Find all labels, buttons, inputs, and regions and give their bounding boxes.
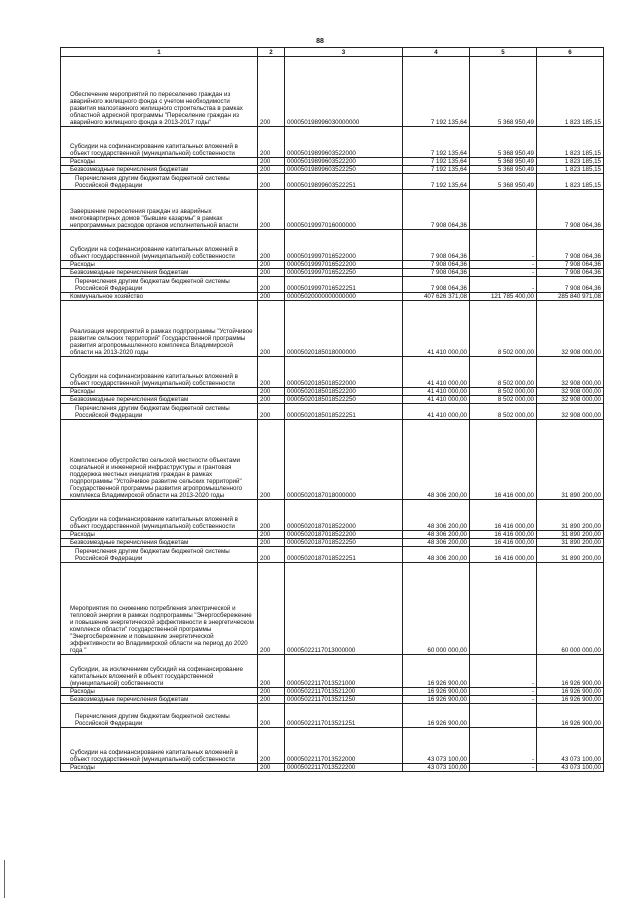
row-value-col4: 41 410 000,00 (403, 301, 470, 357)
row-ved-code: 200 (258, 261, 285, 269)
header-row (61, 48, 604, 57)
row-value-col5: - (470, 655, 537, 688)
row-value-col6: 32 908 000,00 (537, 301, 604, 357)
row-name: Мероприятия по снижению потребления электрической и тепловой энергии в рамках подпрограммы "Энергосбережение и повышение энергетической эффективности в энергетическом комплексе области" государственной программы "Энергосбережение и повышение энергетической эффективности во Владимирской области на период до 2020 года " (61, 563, 258, 655)
row-value-col4: 60 000 000,00 (403, 563, 470, 655)
row-ved-code: 200 (258, 688, 285, 696)
row-value-col4: 16 926 900,00 (403, 696, 470, 704)
table-row (61, 563, 604, 655)
row-ved-code: 200 (258, 655, 285, 688)
row-value-col4: 41 410 000,00 (403, 396, 470, 404)
row-classification-code: 00005019997016522000 (285, 230, 403, 261)
row-ved-code: 200 (258, 166, 285, 174)
row-ved-code: 200 (258, 404, 285, 420)
row-value-col4: 7 908 064,36 (403, 190, 470, 230)
row-ved-code: 200 (258, 174, 285, 190)
row-value-col4: 48 306 200,00 (403, 547, 470, 563)
row-value-col6: 1 823 185,15 (537, 158, 604, 166)
row-ved-code: 200 (258, 531, 285, 539)
row-value-col4: 7 908 064,36 (403, 230, 470, 261)
row-ved-code: 200 (258, 301, 285, 357)
header-col-2: 2 (258, 48, 285, 57)
row-value-col6: 32 908 000,00 (537, 396, 604, 404)
row-name: Коммунальное хозяйство (61, 293, 258, 301)
row-name: Расходы (61, 158, 258, 166)
row-ved-code: 200 (258, 696, 285, 704)
row-classification-code: 00005020185018522000 (285, 357, 403, 388)
row-value-col4: 48 306 200,00 (403, 539, 470, 547)
row-value-col6: 31 890 200,00 (537, 420, 604, 500)
row-value-col5: 8 502 000,00 (470, 404, 537, 420)
row-value-col6: 16 926 900,00 (537, 696, 604, 704)
table-row (61, 420, 604, 500)
table-row (61, 277, 604, 293)
row-value-col5: 8 502 000,00 (470, 357, 537, 388)
row-classification-code: 00005020185018000000 (285, 301, 403, 357)
row-value-col5: 8 502 000,00 (470, 396, 537, 404)
header-col-5: 5 (470, 48, 537, 57)
table-row (61, 547, 604, 563)
row-classification-code: 00005019899603522251 (285, 174, 403, 190)
row-ved-code: 200 (258, 500, 285, 531)
row-value-col6: 7 908 064,36 (537, 230, 604, 261)
row-classification-code: 00005020187018522000 (285, 500, 403, 531)
row-value-col5 (470, 563, 537, 655)
row-value-col5: - (470, 261, 537, 269)
row-value-col4: 7 908 064,36 (403, 261, 470, 269)
row-classification-code: 00005020187018522200 (285, 531, 403, 539)
table-row (61, 696, 604, 704)
row-name: Перечисления другим бюджетам бюджетной системы Российской Федерации (61, 404, 258, 420)
row-value-col6: 43 073 100,00 (537, 728, 604, 764)
row-value-col6: 32 908 000,00 (537, 357, 604, 388)
table-row (61, 539, 604, 547)
row-ved-code: 200 (258, 764, 285, 772)
row-classification-code: 00005022117013521000 (285, 655, 403, 688)
row-name: Перечисления другим бюджетам бюджетной системы Российской Федерации (61, 704, 258, 728)
table-row (61, 166, 604, 174)
table-row (61, 357, 604, 388)
row-value-col4: 43 073 100,00 (403, 764, 470, 772)
row-value-col4: 7 192 135,64 (403, 174, 470, 190)
row-value-col4: 16 926 900,00 (403, 655, 470, 688)
row-ved-code: 200 (258, 277, 285, 293)
row-classification-code: 00005022117013000000 (285, 563, 403, 655)
row-value-col4: 16 926 900,00 (403, 704, 470, 728)
row-value-col4: 7 192 135,64 (403, 57, 470, 127)
row-value-col6: 31 890 200,00 (537, 539, 604, 547)
table-row (61, 688, 604, 696)
row-value-col6: 285 840 971,08 (537, 293, 604, 301)
row-value-col5: - (470, 688, 537, 696)
row-classification-code: 00005020187018522250 (285, 539, 403, 547)
row-ved-code: 200 (258, 563, 285, 655)
row-value-col5 (470, 704, 537, 728)
row-classification-code: 000050198996030000000 (285, 57, 403, 127)
row-value-col6: 16 926 900,00 (537, 688, 604, 696)
row-name: Субсидии на софинансирование капитальных вложений в объект государственной (муниципальной) собственности (61, 127, 258, 158)
header-col-1: 1 (61, 48, 258, 57)
row-value-col4: 48 306 200,00 (403, 420, 470, 500)
table-row (61, 500, 604, 531)
row-value-col4: 41 410 000,00 (403, 357, 470, 388)
row-value-col6: 7 908 064,36 (537, 190, 604, 230)
row-value-col5: 5 368 950,49 (470, 57, 537, 127)
table-row (61, 174, 604, 190)
row-classification-code: 00005022117013522000 (285, 728, 403, 764)
row-ved-code: 200 (258, 57, 285, 127)
row-value-col6: 1 823 185,15 (537, 57, 604, 127)
table-row (61, 704, 604, 728)
row-classification-code: 00005019997016522251 (285, 277, 403, 293)
row-value-col6: 16 926 900,00 (537, 655, 604, 688)
row-ved-code: 200 (258, 269, 285, 277)
row-ved-code: 200 (258, 539, 285, 547)
row-value-col4: 7 908 064,36 (403, 269, 470, 277)
table-row (61, 57, 604, 127)
row-value-col5: - (470, 728, 537, 764)
row-value-col6: 31 890 200,00 (537, 531, 604, 539)
row-name: Комплексное обустройство сельской местности объектами социальной и инженерной инфраструктуры и грантовая поддержка местных инициатив граждан в рамках подпрограммы "Устойчивое развитие сельских территорий" Государственной программы развития агропромышленного комплекса Владимирской области на 2013-2020 годы (61, 420, 258, 500)
row-value-col5: 121 785 400,00 (470, 293, 537, 301)
row-ved-code: 200 (258, 293, 285, 301)
row-classification-code: 00005019899603522250 (285, 166, 403, 174)
row-value-col6: 1 823 185,15 (537, 127, 604, 158)
row-value-col6: 60 000 000,00 (537, 563, 604, 655)
row-classification-code: 00005020185018522250 (285, 396, 403, 404)
table-row (61, 230, 604, 261)
header-col-6: 6 (537, 48, 604, 57)
header-col-3: 3 (285, 48, 403, 57)
row-name: Расходы (61, 261, 258, 269)
table-row (61, 158, 604, 166)
row-value-col4: 7 192 135,64 (403, 127, 470, 158)
row-value-col5: 5 368 950,49 (470, 158, 537, 166)
row-classification-code: 00005019899603522000 (285, 127, 403, 158)
row-classification-code: 00005020185018522251 (285, 404, 403, 420)
row-value-col5: - (470, 230, 537, 261)
row-classification-code: 00005019997016000000 (285, 190, 403, 230)
row-value-col4: 7 908 064,36 (403, 277, 470, 293)
row-value-col4: 7 192 135,64 (403, 166, 470, 174)
table-body (61, 57, 604, 772)
row-value-col4: 48 306 200,00 (403, 500, 470, 531)
table-row (61, 388, 604, 396)
row-value-col5: 16 416 000,00 (470, 531, 537, 539)
table-row (61, 764, 604, 772)
table-row (61, 269, 604, 277)
row-classification-code: 00005020000000000000 (285, 293, 403, 301)
row-ved-code: 200 (258, 230, 285, 261)
margin-mark (4, 860, 5, 898)
row-value-col5: - (470, 696, 537, 704)
row-value-col5: - (470, 764, 537, 772)
header-col-4: 4 (403, 48, 470, 57)
row-name: Субсидии на софинансирование капитальных вложений в объект государственной (муниципальной) собственности (61, 230, 258, 261)
row-ved-code: 200 (258, 728, 285, 764)
row-value-col5: 16 416 000,00 (470, 547, 537, 563)
table-row (61, 301, 604, 357)
row-classification-code: 00005020185018522200 (285, 388, 403, 396)
row-value-col6: 7 908 064,36 (537, 277, 604, 293)
row-name: Безвозмездные перечисления бюджетам (61, 269, 258, 277)
row-value-col4: 41 410 000,00 (403, 388, 470, 396)
table-row (61, 293, 604, 301)
row-name: Субсидии на софинансирование капитальных вложений в объект государственной (муниципальной) собственности (61, 500, 258, 531)
row-value-col4: 41 410 000,00 (403, 404, 470, 420)
row-classification-code: 00005019899603522200 (285, 158, 403, 166)
row-name: Субсидии, за исключением субсидий на софинансирование капитальных вложений в объект государственной (муниципальной) собственности (61, 655, 258, 688)
row-name: Безвозмездные перечисления бюджетам (61, 396, 258, 404)
row-value-col5: 16 416 000,00 (470, 420, 537, 500)
row-value-col6: 7 908 064,36 (537, 269, 604, 277)
row-classification-code: 00005019997016522200 (285, 261, 403, 269)
row-classification-code: 00005022117013521251 (285, 704, 403, 728)
page-number: 88 (316, 38, 324, 45)
row-name: Завершение переселения граждан из аварийных многоквартирных домов "бывшие казармы" в рамках непрограммных расходов органов исполнительной власти (61, 190, 258, 230)
row-ved-code: 200 (258, 190, 285, 230)
row-ved-code: 200 (258, 388, 285, 396)
row-ved-code: 200 (258, 158, 285, 166)
row-classification-code: 00005019997016522250 (285, 269, 403, 277)
row-classification-code: 00005020187018522251 (285, 547, 403, 563)
row-classification-code: 00005022117013521250 (285, 696, 403, 704)
row-value-col5: 8 502 000,00 (470, 388, 537, 396)
row-value-col5: 5 368 950,49 (470, 127, 537, 158)
table-row (61, 728, 604, 764)
row-value-col6: 7 908 064,36 (537, 261, 604, 269)
row-ved-code: 200 (258, 704, 285, 728)
row-value-col4: 407 626 371,08 (403, 293, 470, 301)
table-row (61, 396, 604, 404)
row-name: Субсидии на софинансирование капитальных вложений в объект государственной (муниципальной) собственности (61, 728, 258, 764)
row-name: Расходы (61, 531, 258, 539)
row-name: Расходы (61, 388, 258, 396)
table-row (61, 190, 604, 230)
row-value-col4: 48 306 200,00 (403, 531, 470, 539)
table-row (61, 655, 604, 688)
row-name: Обеспечение мероприятий по переселению граждан из аварийного жилищного фонда с учетом необходимости развития малоэтажного жилищного строительства в рамках областной адресной программы "Переселение граждан из аварийного жилищного фонда в 2013-2017 годы" (61, 57, 258, 127)
row-name: Безвозмездные перечисления бюджетам (61, 166, 258, 174)
row-value-col5: 5 368 950,49 (470, 166, 537, 174)
row-value-col5: 16 416 000,00 (470, 500, 537, 531)
row-name: Перечисления другим бюджетам бюджетной системы Российской Федерации (61, 277, 258, 293)
row-ved-code: 200 (258, 127, 285, 158)
row-ved-code: 200 (258, 396, 285, 404)
budget-table (60, 47, 604, 772)
row-ved-code: 200 (258, 357, 285, 388)
row-name: Расходы (61, 688, 258, 696)
row-value-col5: 16 416 000,00 (470, 539, 537, 547)
row-name: Реализация мероприятий в рамках подпрограммы "Устойчивое развитие сельских территорий" Государственной программы развития агропромышленного комплекса Владимирской области на 2013-2020 годы (61, 301, 258, 357)
row-value-col6: 1 823 185,15 (537, 174, 604, 190)
row-name: Безвозмездные перечисления бюджетам (61, 539, 258, 547)
row-value-col4: 7 192 135,64 (403, 158, 470, 166)
table-row (61, 127, 604, 158)
row-value-col6: 43 073 100,00 (537, 764, 604, 772)
table-row (61, 531, 604, 539)
row-value-col5: - (470, 277, 537, 293)
row-ved-code: 200 (258, 547, 285, 563)
row-value-col6: 32 908 000,00 (537, 404, 604, 420)
row-value-col5: 5 368 950,49 (470, 174, 537, 190)
row-value-col5: - (470, 269, 537, 277)
row-value-col6: 1 823 185,15 (537, 166, 604, 174)
row-value-col6: 32 908 000,00 (537, 388, 604, 396)
row-ved-code: 200 (258, 420, 285, 500)
table-row (61, 404, 604, 420)
row-value-col6: 16 926 900,00 (537, 704, 604, 728)
row-value-col6: 31 890 200,00 (537, 547, 604, 563)
row-name: Перечисления другим бюджетам бюджетной системы Российской Федерации (61, 547, 258, 563)
row-value-col5 (470, 190, 537, 230)
row-name: Перечисления другим бюджетам бюджетной системы Российской Федерации (61, 174, 258, 190)
row-value-col4: 43 073 100,00 (403, 728, 470, 764)
row-name: Субсидии на софинансирование капитальных вложений в объект государственной (муниципальной) собственности (61, 357, 258, 388)
row-classification-code: 00005020187018000000 (285, 420, 403, 500)
row-value-col5: 8 502 000,00 (470, 301, 537, 357)
row-classification-code: 00005022117013521200 (285, 688, 403, 696)
row-name: Безвозмездные перечисления бюджетам (61, 696, 258, 704)
table-row (61, 261, 604, 269)
row-classification-code: 00005022117013522200 (285, 764, 403, 772)
row-value-col6: 31 890 200,00 (537, 500, 604, 531)
row-name: Расходы (61, 764, 258, 772)
row-value-col4: 16 926 900,00 (403, 688, 470, 696)
